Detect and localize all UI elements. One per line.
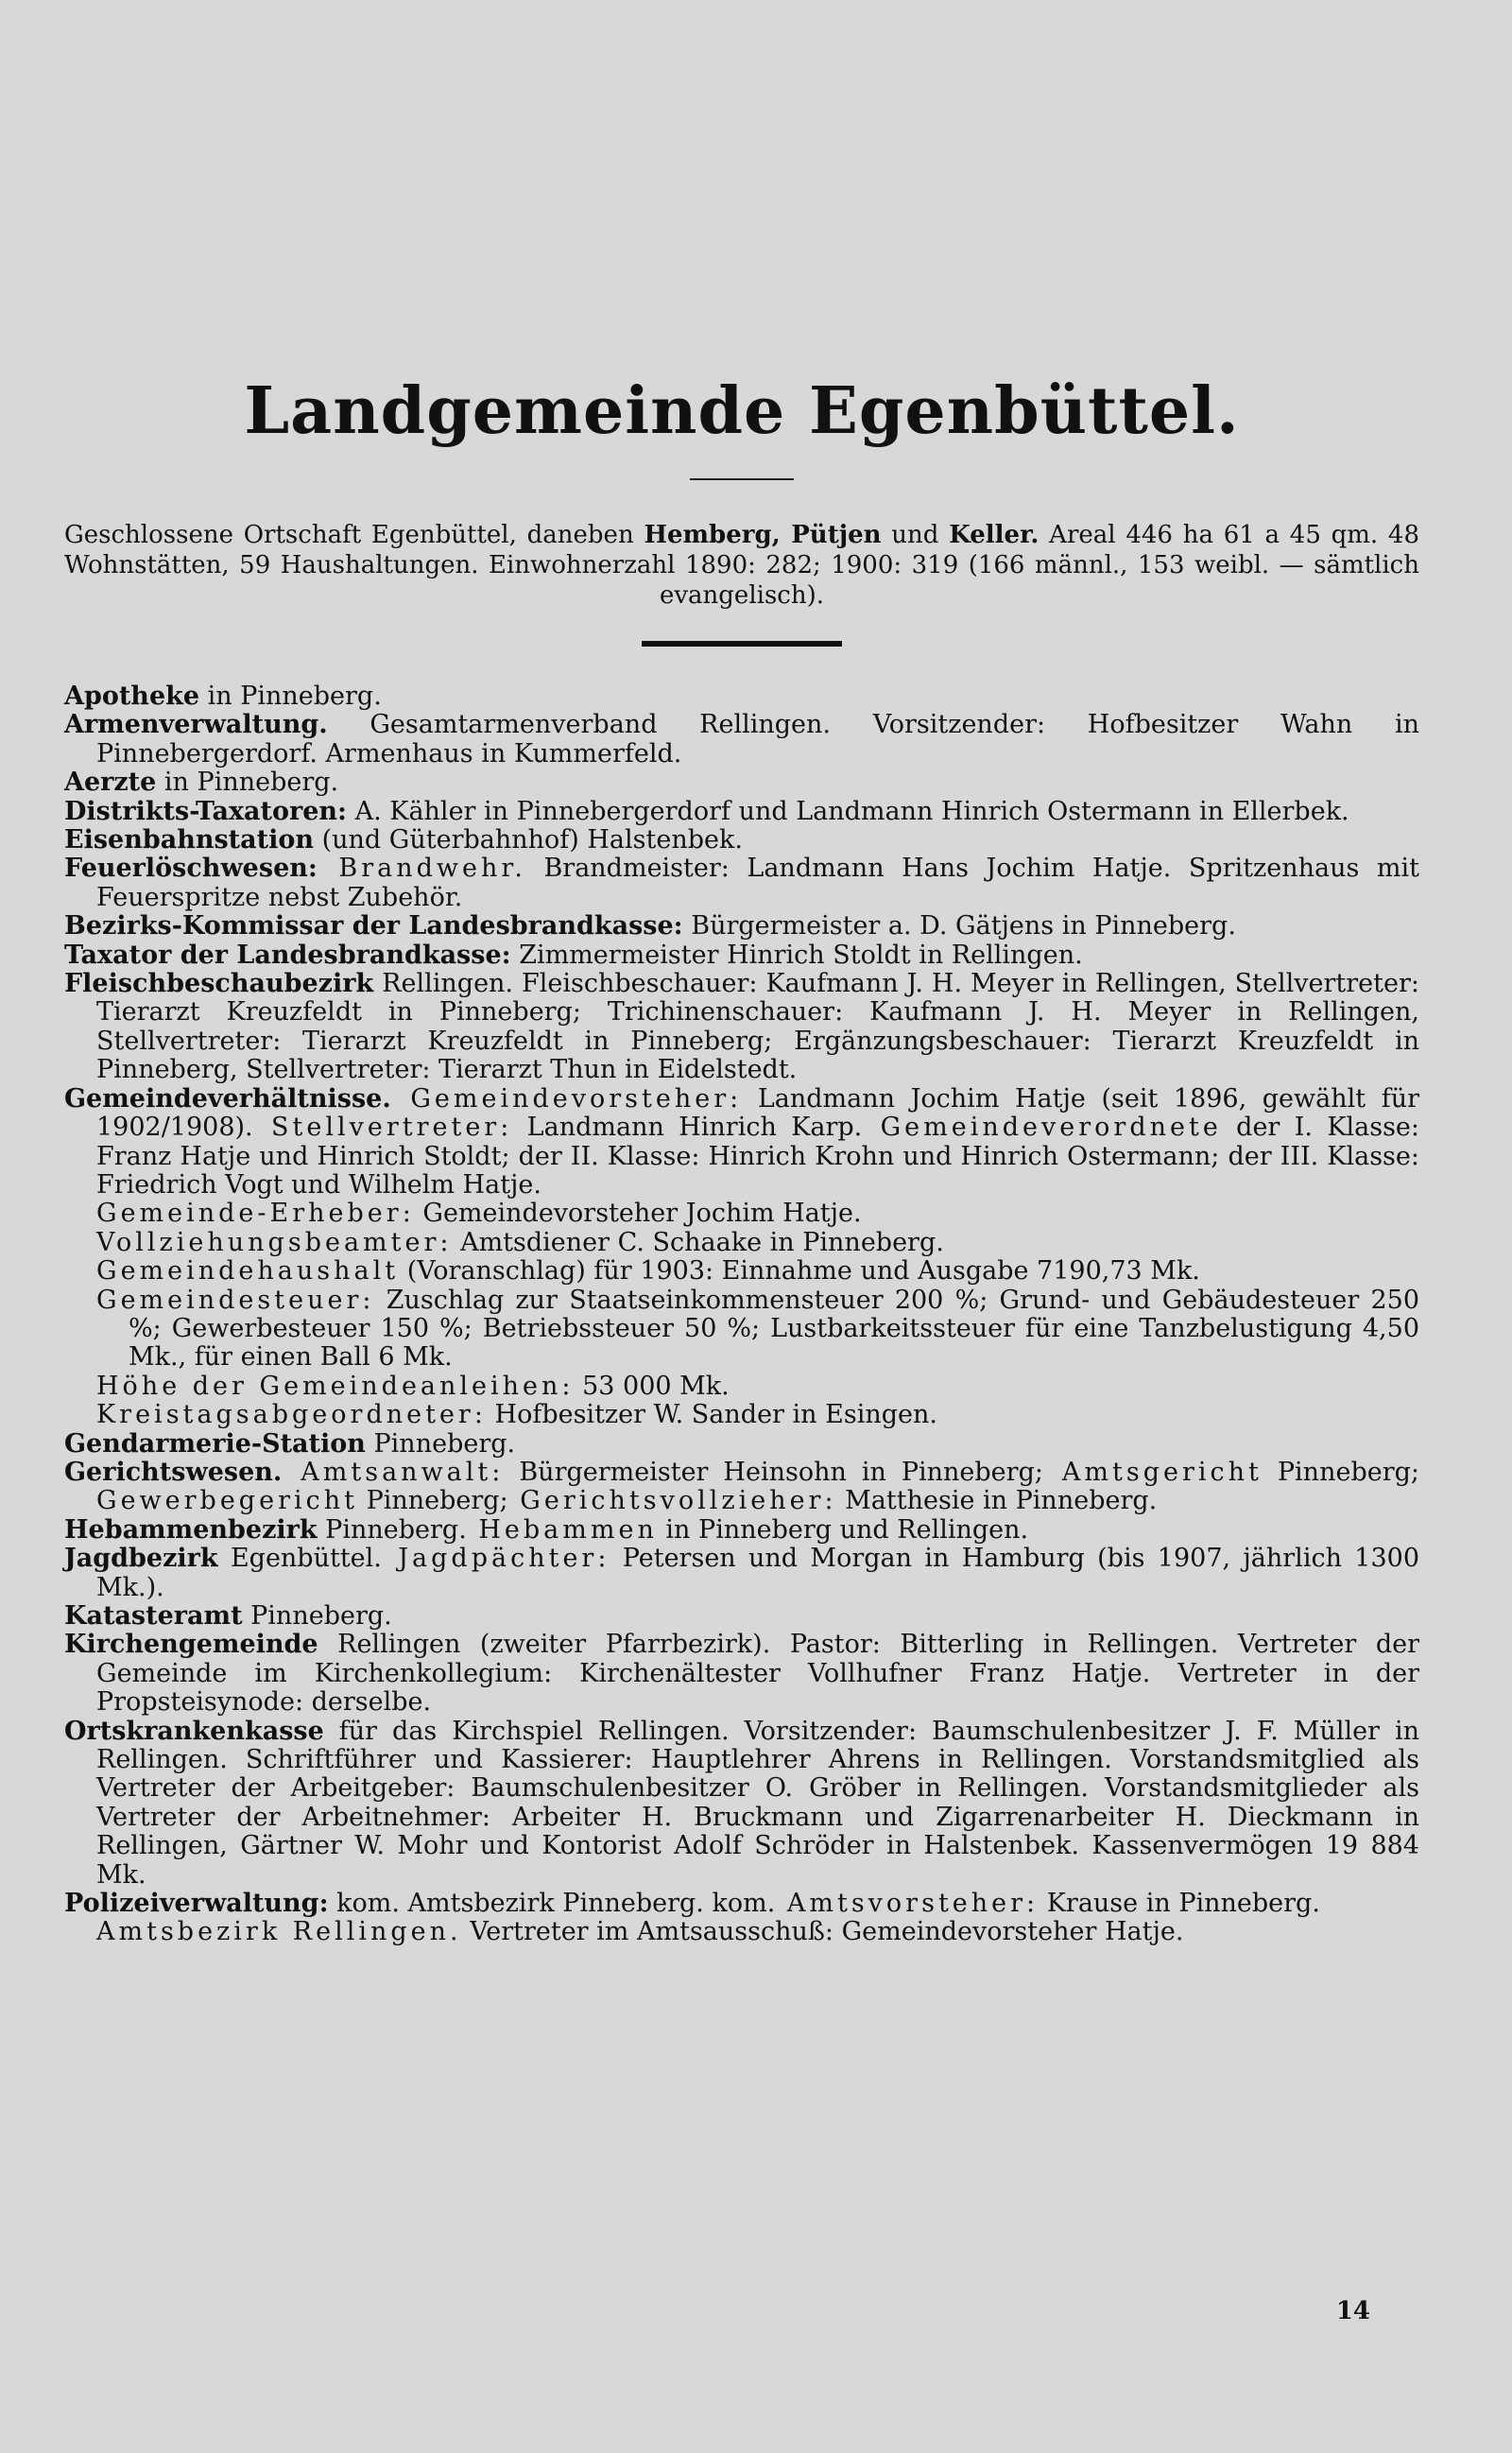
entry-polizeiverwaltung <box>64 1890 1419 1918</box>
sub-entry-amtsbezirk-rellingen <box>64 1918 1419 1946</box>
entry-jagdbezirk <box>64 1545 1419 1602</box>
entry-text: kom. Amtsbezirk Pinneberg. kom. <box>328 1889 776 1919</box>
entry-feuerloeschwesen <box>64 855 1419 912</box>
entry-text: in Pinneberg und Rellingen. <box>657 1514 1029 1545</box>
entry-text: Rellingen. Fleischbeschauer: Kaufmann J. H. Meyer in Rellingen, Stellvertreter: Tierarzt Kreuzfeldt in Pinneberg; Trichinenschauer: Kaufmann J. H. Meyer in Rellingen, Stellvertreter: Tierarzt Kreuzfeldt in Pinneberg; Ergänzungsbeschauer: Tierarzt Kreuzfeldt in Pinneberg, Stellvertreter: Tierarzt Thun in Eidelstedt. <box>96 969 1419 1085</box>
sub-entry-gemeindesteuer <box>64 1287 1419 1373</box>
entry-spaced-label: Höhe der Gemeindeanleihen: <box>96 1371 575 1401</box>
sub-entry-vollziehungsbeamter <box>64 1229 1419 1257</box>
entry-heading: Eisenbahnstation <box>64 825 315 855</box>
entry-spaced-label: Hebammen <box>466 1514 658 1545</box>
entry-heading: Bezirks-Kommissar der Landesbrandkasse: <box>64 911 683 941</box>
entry-text: Petersen und Morgan in Hamburg (bis 1907, jährlich 1300 Mk.). <box>96 1544 1420 1602</box>
entry-text: Pinneberg. <box>365 1428 516 1459</box>
entry-spaced-label: Amtsbezirk Rellingen. <box>96 1917 462 1947</box>
entry-spaced-label: Gemeindeverordnete <box>862 1113 1222 1143</box>
intro-paragraph <box>64 520 1419 611</box>
intro-text-2: und <box>881 521 950 549</box>
entry-fleischbeschaubezirk <box>64 970 1419 1085</box>
entry-spaced-label: Brandwehr. <box>317 854 526 884</box>
entry-text: Bürgermeister Heinsohn in Pinneberg; <box>504 1457 1043 1487</box>
entry-spaced-label: Gemeindevorsteher: <box>390 1083 743 1114</box>
entries-list <box>64 682 1419 1947</box>
entry-heading: Distrikts-Taxatoren: <box>64 796 348 826</box>
entry-heading: Jagdbezirk <box>64 1544 218 1574</box>
entry-kirchengemeinde <box>64 1631 1419 1717</box>
entry-text: Matthesie in Pinneberg. <box>836 1486 1158 1516</box>
entry-text: in Pinneberg. <box>156 768 339 798</box>
entry-text: Gesamtarmenverband Rellingen. Vorsitzender: Hofbesitzer Wahn in Pinnebergerdorf. Armenhaus in Kummerfeld. <box>96 710 1419 769</box>
entry-spaced-label: Vollziehungsbeamter: <box>96 1227 453 1257</box>
entry-spaced-label: Gewerbegericht <box>96 1486 358 1516</box>
entry-text: Hofbesitzer W. Sander in Esingen. <box>486 1400 937 1430</box>
entry-spaced-label: Gemeindesteuer: <box>96 1285 375 1315</box>
entry-text: Zuschlag zur Staatseinkommensteuer 200 %; Grund- und Gebäudesteuer 250 %; Gewerbesteuer 150 %; Betriebssteuer 50 %; Lustbarkeitssteuer für eine Tanzbelustigung 4,50 Mk., für einen Ball 6 Mk. <box>129 1285 1419 1373</box>
entry-text: für das Kirchspiel Rellingen. Vorsitzender: Baumschulenbesitzer J. F. Müller in Rellingen. Schriftführer und Kassierer: Hauptlehrer Ahrens in Rellingen. Vorstandsmitglied als Vertreter der Arbeitgeber: Baumschulenbesitzer O. Gröber in Rellingen. Vorstandsmitglieder als Vertreter der Arbeitnehmer: Arbeiter H. Bruckmann und Zigarrenarbeiter H. Dieckmann in Rellingen, Gärtner W. Mohr und Kontorist Adolf Schröder in Halstenbek. Kassenvermögen 19 884 Mk. <box>96 1716 1419 1890</box>
entry-text: Brandmeister: Landmann Hans Jochim Hatje. Spritzenhaus mit Feuerspritze nebst Zubehör. <box>96 854 1419 912</box>
entry-text: Amtsdiener C. Schaake in Pinneberg. <box>452 1227 944 1257</box>
entry-heading: Kirchengemeinde <box>64 1630 318 1660</box>
entry-taxator <box>64 941 1419 970</box>
entry-armenverwaltung <box>64 711 1419 769</box>
entry-spaced-label: Gerichtsvollzieher: <box>507 1486 837 1516</box>
entry-distrikts-taxatoren <box>64 798 1419 826</box>
entry-spaced-label: Amtsanwalt: <box>282 1457 505 1487</box>
entry-text: 53 000 Mk. <box>574 1371 730 1401</box>
entry-text: Egenbüttel. <box>217 1544 382 1574</box>
entry-heading: Polizeiverwaltung: <box>64 1889 329 1919</box>
entry-heading: Gendarmerie-Station <box>64 1428 366 1459</box>
entry-apotheke <box>64 682 1419 711</box>
entry-text: (Voranschlag) für 1903: Einnahme und Ausgabe 7190,73 Mk. <box>399 1256 1200 1287</box>
entry-hebammenbezirk <box>64 1516 1419 1545</box>
entry-heading: Gerichtswesen. <box>64 1457 283 1487</box>
entry-heading: Feuerlöschwesen: <box>64 854 318 884</box>
entry-heading: Armenverwaltung. <box>64 710 328 740</box>
entry-katasteramt <box>64 1602 1419 1631</box>
entry-text: Pinneberg. <box>317 1514 467 1545</box>
entry-heading: Hebammenbezirk <box>64 1514 318 1545</box>
entry-text: Landmann Jochim Hatje (seit 1896, gewählt für 1902/1908). <box>96 1083 1419 1143</box>
page-number: 14 <box>1335 2297 1370 2325</box>
sub-entry-gemeindehaushalt <box>64 1257 1419 1286</box>
title-divider <box>690 478 794 480</box>
section-divider <box>642 641 842 647</box>
page-title: Landgemeinde Egenbüttel. <box>244 373 1240 449</box>
entry-text: Krause in Pinneberg. <box>1039 1889 1320 1919</box>
entry-heading: Apotheke <box>64 682 200 711</box>
entry-ortskrankenkasse <box>64 1718 1419 1890</box>
entry-text: Rellingen (zweiter Pfarrbezirk). Pastor: Bitterling in Rellingen. Vertreter der Gemeinde im Kirchenkollegium: Kirchenältester Vollhufner Franz Hatje. Vertreter in der Propsteisynode: derselbe. <box>96 1630 1419 1718</box>
entry-text: Vertreter im Amtsausschuß: Gemeindevorsteher Hatje. <box>461 1917 1184 1947</box>
entry-text: Pinneberg; <box>1262 1457 1419 1487</box>
entry-text: der I. Klasse: Franz Hatje und Hinrich Stoldt; der II. Klasse: Hinrich Krohn und Hinrich Ostermann; der III. Klasse: Friedrich Vogt und Wilhelm Hatje. <box>96 1113 1420 1200</box>
entry-eisenbahnstation <box>64 826 1419 855</box>
intro-text-3: Areal 446 ha 61 a 45 qm. 48 Wohnstätten, 59 Haushaltungen. Einwohnerzahl 1890: 282; 1900: 319 (166 männl., 153 weibl. — sämtlich evangelisch). <box>64 521 1420 610</box>
entry-heading: Fleischbeschaubezirk <box>64 969 374 999</box>
sub-entry-kreistagsabgeordneter <box>64 1401 1419 1429</box>
entry-spaced-label: Gemeindehaushalt <box>96 1256 400 1287</box>
intro-text-1: Geschlossene Ortschaft Egenbüttel, daneben <box>64 521 644 549</box>
entry-text: Pinneberg. <box>242 1601 392 1631</box>
entry-text: (und Güterbahnhof) Halstenbek. <box>314 825 743 855</box>
entry-heading: Taxator der Landesbrandkasse: <box>64 940 511 970</box>
entry-text: Bürgermeister a. D. Gätjens in Pinneberg. <box>682 911 1236 941</box>
entry-gendarmerie-station <box>64 1430 1419 1459</box>
entry-heading: Katasteramt <box>64 1601 243 1631</box>
entry-bezirks-kommissar <box>64 912 1419 941</box>
entry-gerichtswesen <box>64 1459 1419 1516</box>
entry-spaced-label: Gemeinde-Erheber: <box>96 1199 415 1229</box>
intro-places-2: Keller. <box>949 521 1040 549</box>
intro-places-1: Hemberg, Pütjen <box>644 521 882 549</box>
entry-text: Zimmermeister Hinrich Stoldt in Rellingen. <box>510 940 1083 970</box>
entry-gemeindeverhaeltnisse <box>64 1085 1419 1201</box>
entry-text: A. Kähler in Pinnebergerdorf und Landmann Hinrich Ostermann in Ellerbek. <box>347 796 1349 826</box>
sub-entry-erheber <box>64 1200 1419 1228</box>
sub-entry-gemeindeanleihen <box>64 1373 1419 1401</box>
entry-text: in Pinneberg. <box>199 682 382 711</box>
entry-heading: Aerzte <box>64 768 157 798</box>
entry-aerzte <box>64 769 1419 797</box>
entry-spaced-label: Amtsgericht <box>1042 1457 1263 1487</box>
entry-spaced-label: Stellvertreter: <box>252 1113 513 1143</box>
entry-heading: Ortskrankenkasse <box>64 1716 324 1746</box>
entry-spaced-label: Jagdpächter: <box>381 1544 610 1574</box>
entry-spaced-label: Kreistagsabgeordneter: <box>96 1400 487 1430</box>
entry-text: Gemeindevorsteher Jochim Hatje. <box>414 1199 862 1229</box>
entry-text: Pinneberg; <box>357 1486 508 1516</box>
entry-spaced-label: Amtsvorsteher: <box>775 1889 1040 1919</box>
entry-text: Landmann Hinrich Karp. <box>512 1113 863 1143</box>
entry-heading: Gemeindeverhältnisse. <box>64 1083 391 1114</box>
